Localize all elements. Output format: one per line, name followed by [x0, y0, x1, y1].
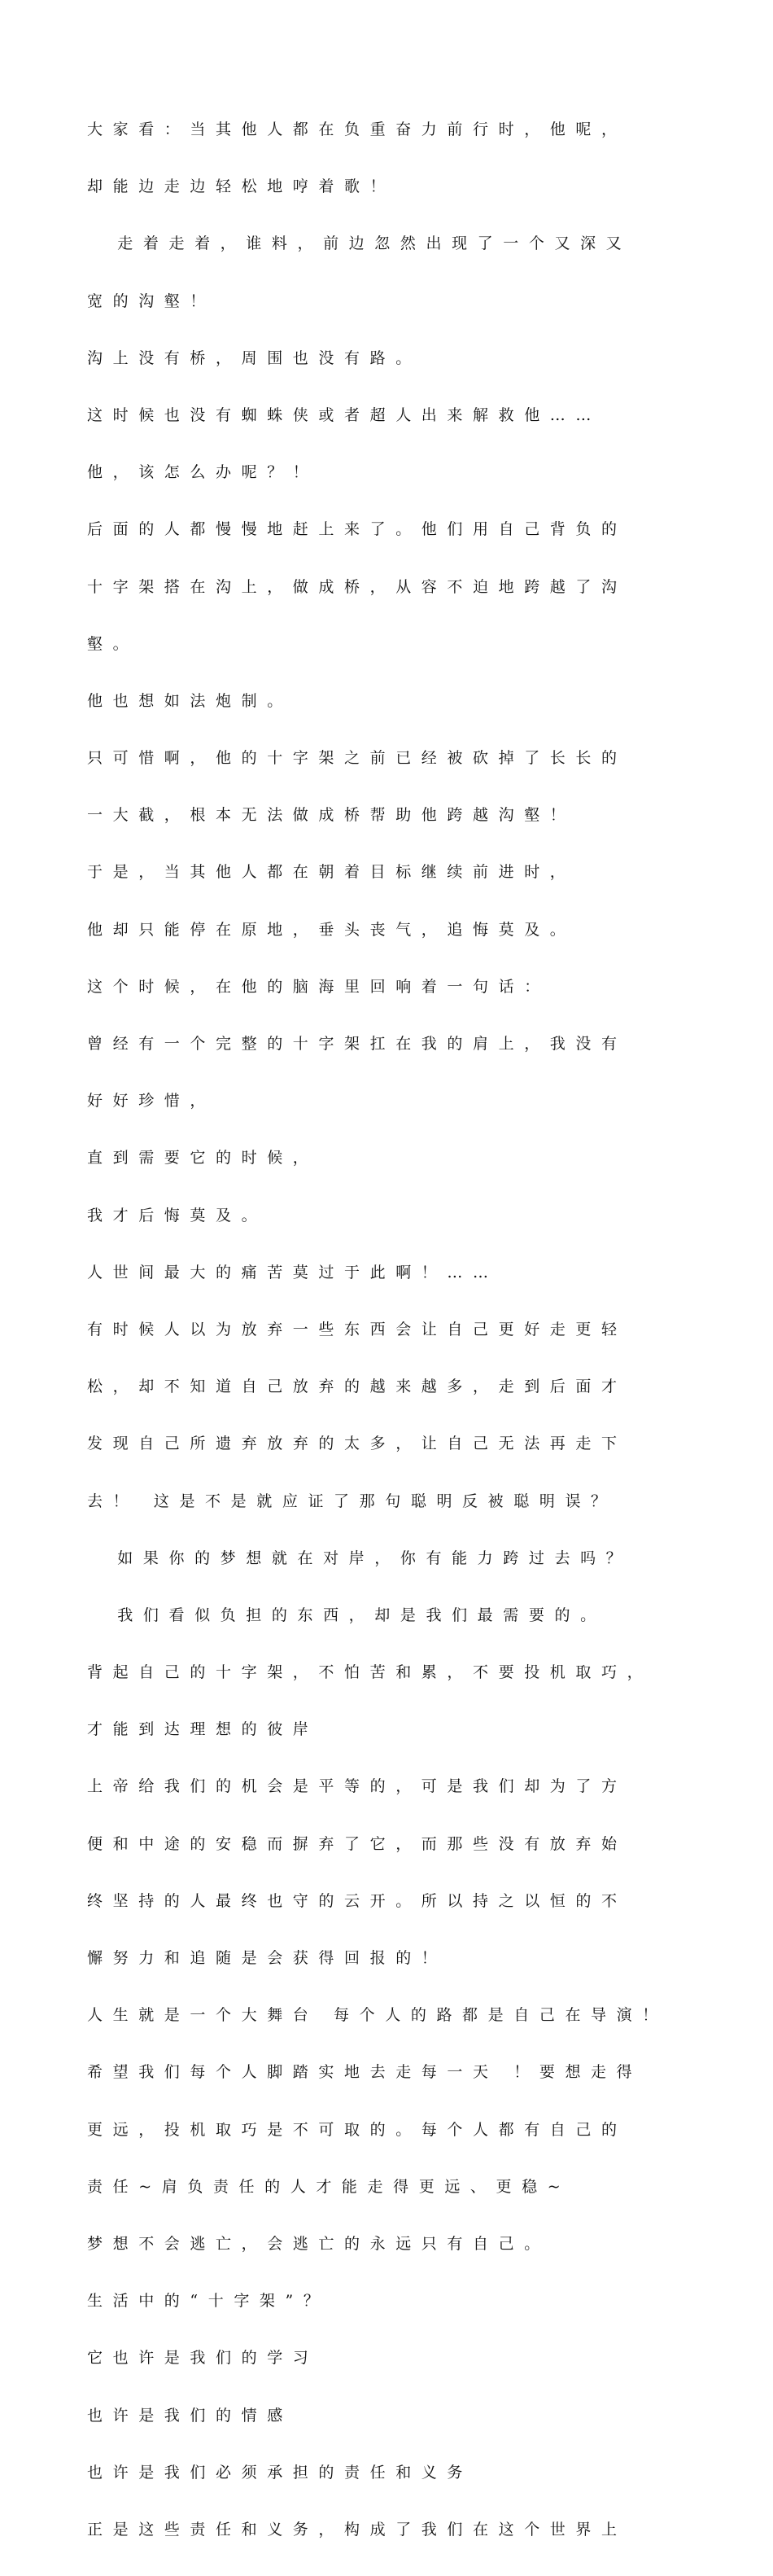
text-line-2: 却能边走边轻松地哼着歌！ — [87, 177, 396, 196]
text-line-1: 大家看：当其他人都在负重奋力前行时，他呢， — [87, 120, 627, 138]
text-line-36: 更远，投机取巧是不可取的。每个人都有自己的 — [87, 2120, 627, 2139]
text-line-19: 直到需要它的时候， — [87, 1149, 319, 1168]
text-line-28: 背起自己的十字架，不怕苦和累，不要投机取巧， — [87, 1663, 653, 1682]
text-line-11: 他也想如法炮制。 — [87, 691, 293, 710]
text-line-13: 一大截，根本无法做成桥帮助他跨越沟壑！ — [87, 806, 576, 825]
text-line-33: 懈努力和追随是会获得回报的！ — [87, 1949, 448, 1967]
text-line-16: 这个时候，在他的脑海里回响着一句话： — [87, 977, 550, 996]
text-line-42: 也许是我们必须承担的责任和义务 — [87, 2463, 474, 2482]
text-line-25: 去！ 这是不是就应证了那句聪明反被聪明误？ — [87, 1492, 617, 1510]
text-line-26: 如果你的梦想就在对岸，你有能力跨过去吗？ — [87, 1549, 632, 1567]
text-line-35: 希望我们每个人脚踏实地去走每一天 ！要想走得 — [87, 2063, 643, 2082]
text-line-43: 正是这些责任和义务，构成了我们在这个世界上 — [87, 2520, 627, 2539]
text-line-29: 才能到达理想的彼岸 — [87, 1720, 319, 1739]
text-line-24: 发现自己所遗弃放弃的太多，让自己无法再走下 — [87, 1435, 627, 1453]
text-line-6: 这时候也没有蜘蛛侠或者超人出来解救他…… — [87, 405, 602, 424]
text-line-34: 人生就是一个大舞台 每个人的路都是自己在导演！ — [87, 2006, 668, 2025]
text-line-18: 好好珍惜， — [87, 1092, 216, 1111]
text-line-4: 宽的沟壑！ — [87, 291, 216, 310]
text-line-7: 他，该怎么办呢？！ — [87, 463, 319, 482]
text-line-12: 只可惜啊，他的十字架之前已经被砍掉了长长的 — [87, 749, 627, 768]
text-line-14: 于是，当其他人都在朝着目标继续前进时， — [87, 863, 576, 882]
text-line-5: 沟上没有桥，周围也没有路。 — [87, 348, 421, 367]
text-line-40: 它也许是我们的学习 — [87, 2349, 319, 2368]
text-line-32: 终坚持的人最终也守的云开。所以持之以恒的不 — [87, 1891, 627, 1910]
text-line-10: 壑。 — [87, 634, 139, 653]
text-line-27: 我们看似负担的东西，却是我们最需要的。 — [87, 1606, 606, 1624]
text-line-31: 便和中途的安稳而摒弃了它，而那些没有放弃始 — [87, 1834, 627, 1853]
text-line-15: 他却只能停在原地，垂头丧气，追悔莫及。 — [87, 920, 576, 939]
text-line-37: 责任~肩负责任的人才能走得更远、更稳~ — [87, 2177, 571, 2196]
text-line-9: 十字架搭在沟上，做成桥，从容不迫地跨越了沟 — [87, 577, 627, 596]
text-line-20: 我才后悔莫及。 — [87, 1206, 268, 1224]
text-line-39: 生活中的“十字架”？ — [87, 2292, 330, 2311]
text-line-23: 松，却不知道自己放弃的越来越多，走到后面才 — [87, 1378, 627, 1396]
text-line-38: 梦想不会逃亡，会逃亡的永远只有自己。 — [87, 2234, 550, 2253]
text-line-41: 也许是我们的情感 — [87, 2406, 293, 2425]
text-line-21: 人世间最大的痛苦莫过于此啊！…… — [87, 1263, 499, 1281]
text-line-22: 有时候人以为放弃一些东西会让自己更好走更轻 — [87, 1320, 627, 1338]
text-line-8: 后面的人都慢慢地赶上来了。他们用自己背负的 — [87, 520, 627, 539]
text-line-3: 走着走着，谁料，前边忽然出现了一个又深又 — [87, 234, 632, 253]
text-line-30: 上帝给我们的机会是平等的，可是我们却为了方 — [87, 1777, 627, 1796]
text-line-17: 曾经有一个完整的十字架扛在我的肩上，我没有 — [87, 1035, 627, 1053]
body-text — [87, 83, 705, 2576]
